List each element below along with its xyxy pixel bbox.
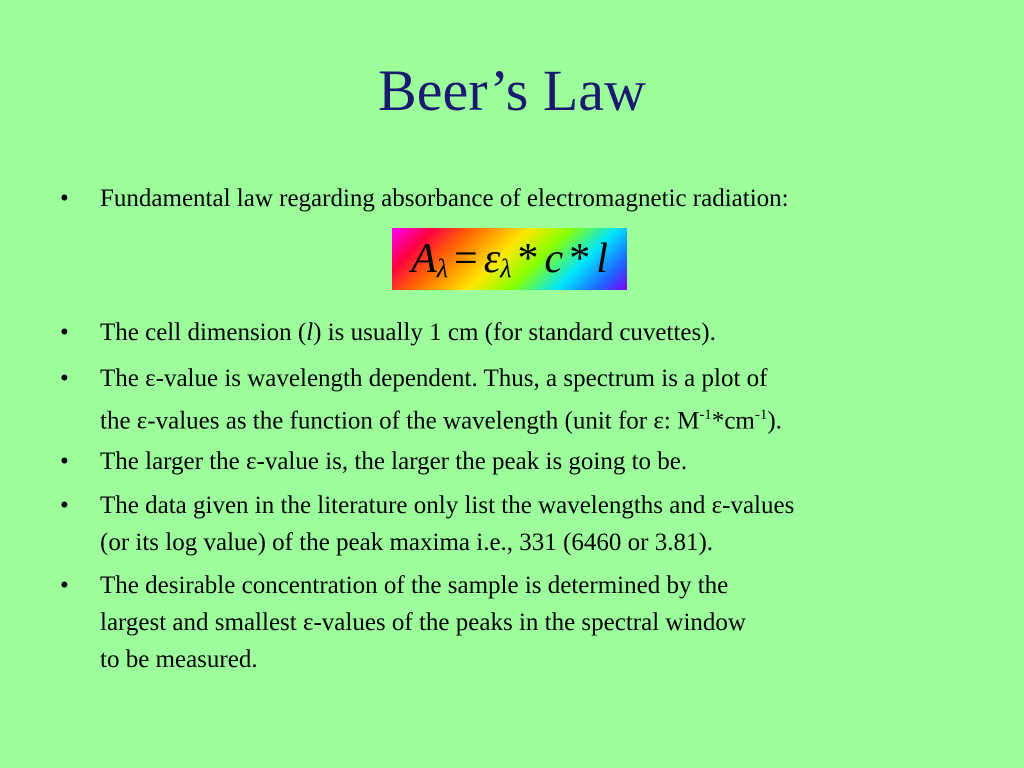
text-segment: ). (767, 407, 782, 435)
text-segment: The cell dimension ( (100, 319, 307, 346)
formula-absorbance: A (411, 236, 437, 282)
superscript: -1 (754, 407, 768, 423)
formula-times: * (569, 236, 591, 282)
bullet-text (100, 487, 990, 561)
bullet-marker: • (60, 365, 69, 392)
formula-times: * (517, 236, 539, 282)
formula-lambda-subscript: λ (436, 254, 449, 283)
slide-title: Beer’s Law (378, 58, 646, 123)
bullet-text: The larger the ε-value is, the larger the peak is going to be. (100, 448, 688, 475)
bullet-text (100, 314, 990, 351)
text-line: largest and smallest ε-values of the peaks in the spectral window (100, 609, 746, 636)
text-line: The desirable concentration of the sample is determined by the (100, 572, 729, 599)
text-segment: *cm (711, 407, 755, 435)
text-line: The ε-value is wavelength dependent. Thus, a spectrum is a plot of (100, 365, 768, 392)
bullet-text (100, 567, 990, 678)
text-line: to be measured. (100, 646, 258, 673)
bullet-marker: • (60, 572, 69, 599)
text-line: (or its log value) of the peak maxima i.e., 331 (6460 or 3.81). (100, 529, 714, 556)
formula-concentration: c (544, 236, 564, 282)
bullet-text: Fundamental law regarding absorbance of electromagnetic radiation: (100, 185, 789, 212)
superscript: -1 (699, 407, 712, 423)
text-segment: the ε-values as the function of the wavelength (unit for ε: M (100, 407, 700, 435)
formula-length: l (596, 236, 608, 282)
bullet-text (100, 360, 990, 439)
bullet-marker: • (60, 448, 69, 475)
beers-law-formula (392, 228, 627, 290)
text-line: The data given in the literature only list the wavelengths and ε-values (100, 492, 795, 519)
bullet-marker: • (60, 319, 69, 346)
bullet-marker: • (60, 185, 69, 212)
formula-epsilon: ε (483, 236, 501, 282)
bullet-marker: • (60, 492, 69, 519)
formula-epsilon-subscript: λ (500, 254, 512, 283)
text-segment: ) is usually 1 cm (for standard cuvettes). (313, 319, 716, 346)
formula-equals: = (454, 236, 478, 282)
italic-l: l (306, 319, 314, 346)
